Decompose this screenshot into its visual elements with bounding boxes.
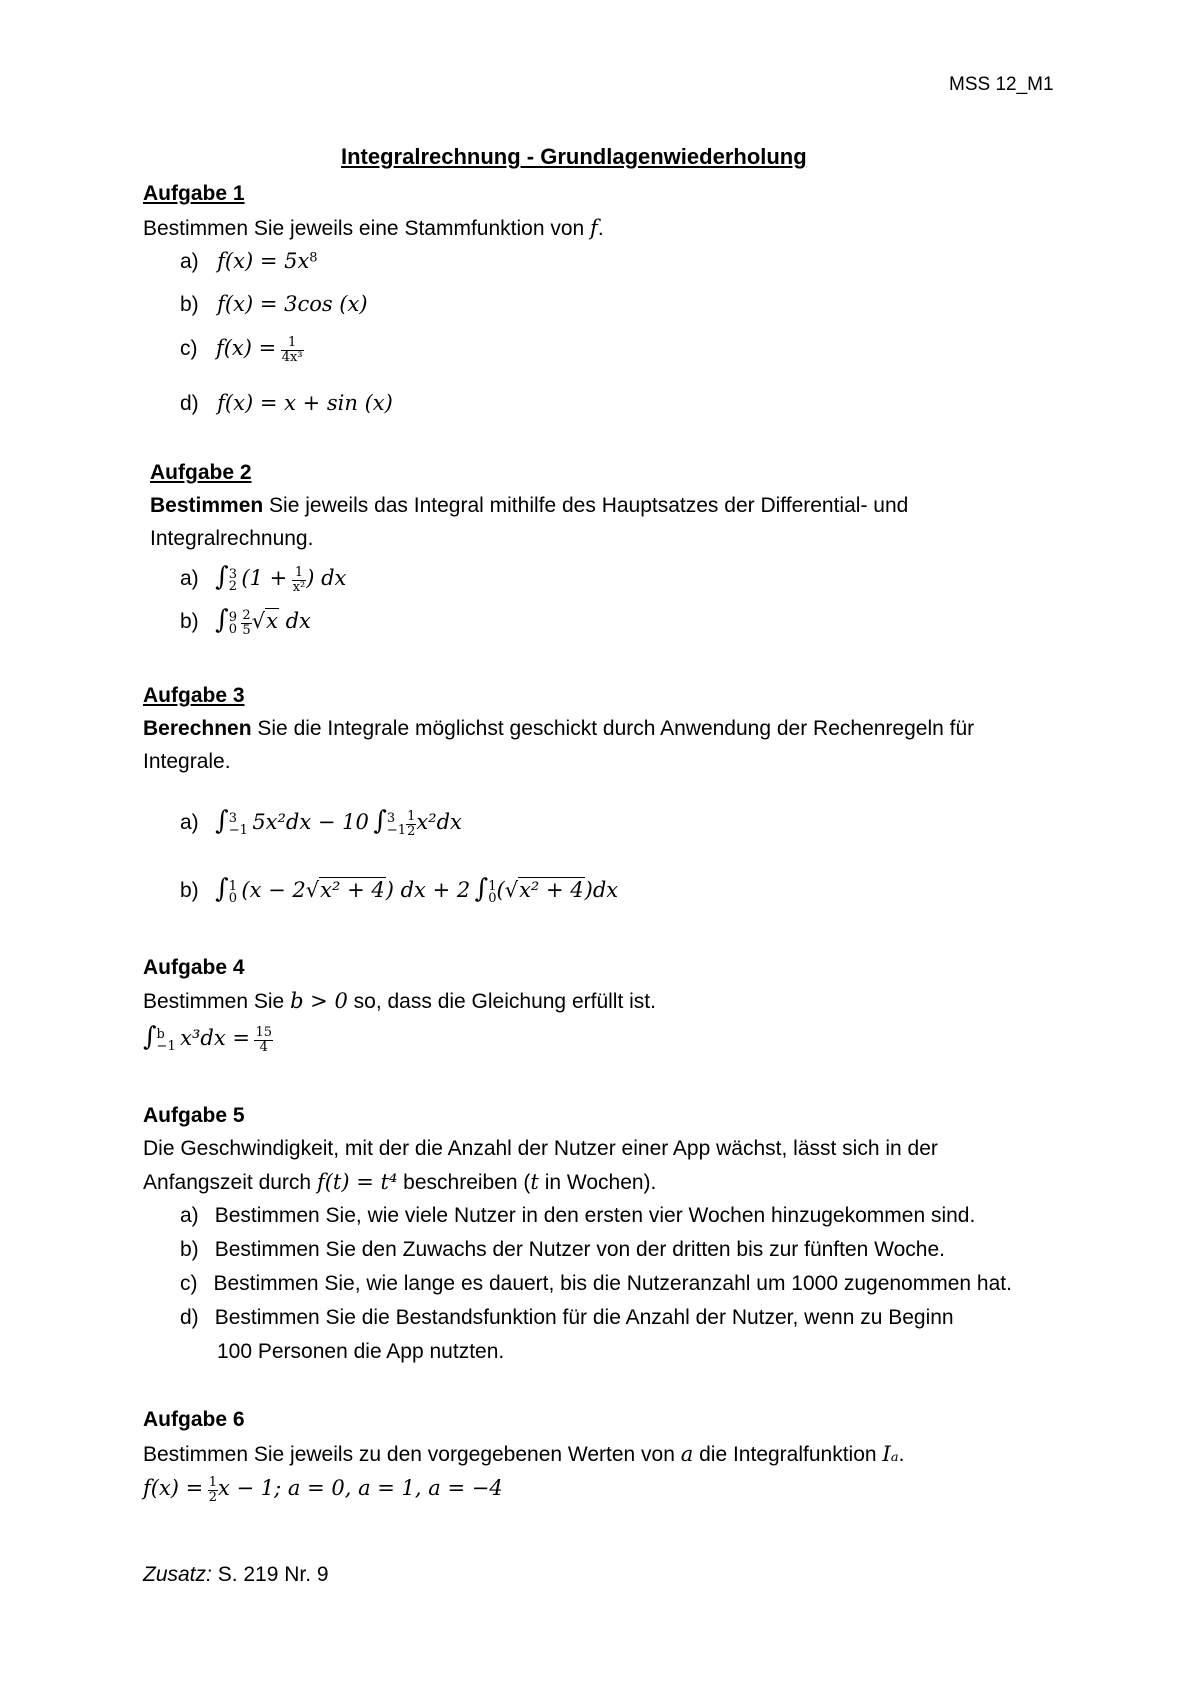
task5-item-d: d) Bestimmen Sie die Bestandsfunktion für die Anzahl der Nutzer, wenn zu Beginn [180,1306,954,1329]
task5-line1: Die Geschwindigkeit, mit der die Anzahl der Nutzer einer App wächst, lässt sich in der [143,1137,938,1160]
extra-note: Zusatz: S. 219 Nr. 9 [143,1563,329,1586]
task3-item-b: b) ∫ 1 0 (x − 2√x² + 4) dx + 2 ∫ 1 0 (√x² + 4)dx [180,874,619,906]
task4-heading: Aufgabe 4 [143,956,245,979]
task1-heading: Aufgabe 1 [143,182,245,205]
task6-function: f(x) = $\frac{1}{2}$ x − 1; a = 0, a = 1, a = −4 [143,1475,503,1506]
page-title: Integralrechnung - Grundlagenwiederholung [341,144,807,169]
task1-item-a: a) $f(x) = 5x^8$ [180,249,318,273]
task3-instruction-line2: Integrale. [143,750,231,773]
task2-item-a: a) ∫ 3 2 (1 + $\frac{1}{\text{x²}}$ ) dx [180,562,347,596]
task4-equation: ∫ b −1 x³dx = $\frac{15}{4}$ [143,1022,272,1056]
task5-item-a: a) Bestimmen Sie, wie viele Nutzer in den ersten vier Wochen hinzugekommen sind. [180,1204,976,1227]
task4-instruction: Bestimmen Sie b > 0 so, dass die Gleichung erfüllt ist. [143,989,656,1013]
task1-item-b: b) f(x) = 3cos (x) [180,292,368,316]
task3-instruction: Berechnen Sie die Integrale möglichst geschickt durch Anwendung der Rechenregeln für [143,717,975,740]
task2-instruction: Bestimmen Sie jeweils das Integral mithilfe des Hauptsatzes der Differential- und [150,494,909,517]
task5-heading: Aufgabe 5 [143,1104,245,1127]
task5-item-d-line2: 100 Personen die App nutzten. [217,1340,505,1363]
task5-item-b: b) Bestimmen Sie den Zuwachs der Nutzer von der dritten bis zur fünften Woche. [180,1238,945,1261]
task2-instruction-line2: Integralrechnung. [150,527,314,550]
task6-instruction: Bestimmen Sie jeweils zu den vorgegebenen Werten von a die Integralfunktion Iₐ. [143,1442,905,1466]
task5-item-c: c) Bestimmen Sie, wie lange es dauert, bis die Nutzeranzahl um 1000 zugenommen hat. [180,1272,1012,1295]
task6-heading: Aufgabe 6 [143,1408,245,1431]
task1-item-d: d) f(x) = x + sin (x) [180,391,393,415]
task3-item-a: a) ∫ 3 −1 5x²dx − 10 ∫ 3 −1 $\frac{1}{2}$ x²dx [180,806,462,840]
task2-item-b: b) ∫ 9 0 $\frac{2}{5}$ √x dx [180,605,311,639]
task3-heading: Aufgabe 3 [143,684,245,707]
header-tag: MSS 12_M1 [949,74,1054,95]
task5-line2: Anfangszeit durch f(t) = t⁴ beschreiben (t in Wochen). [143,1170,657,1194]
task2-heading: Aufgabe 2 [150,461,252,484]
task1-instruction: Bestimmen Sie jeweils eine Stammfunktion von f. [143,216,604,240]
task1-item-c: c) f(x) = $\frac{1}{\text{4x³}}$ [180,335,303,366]
